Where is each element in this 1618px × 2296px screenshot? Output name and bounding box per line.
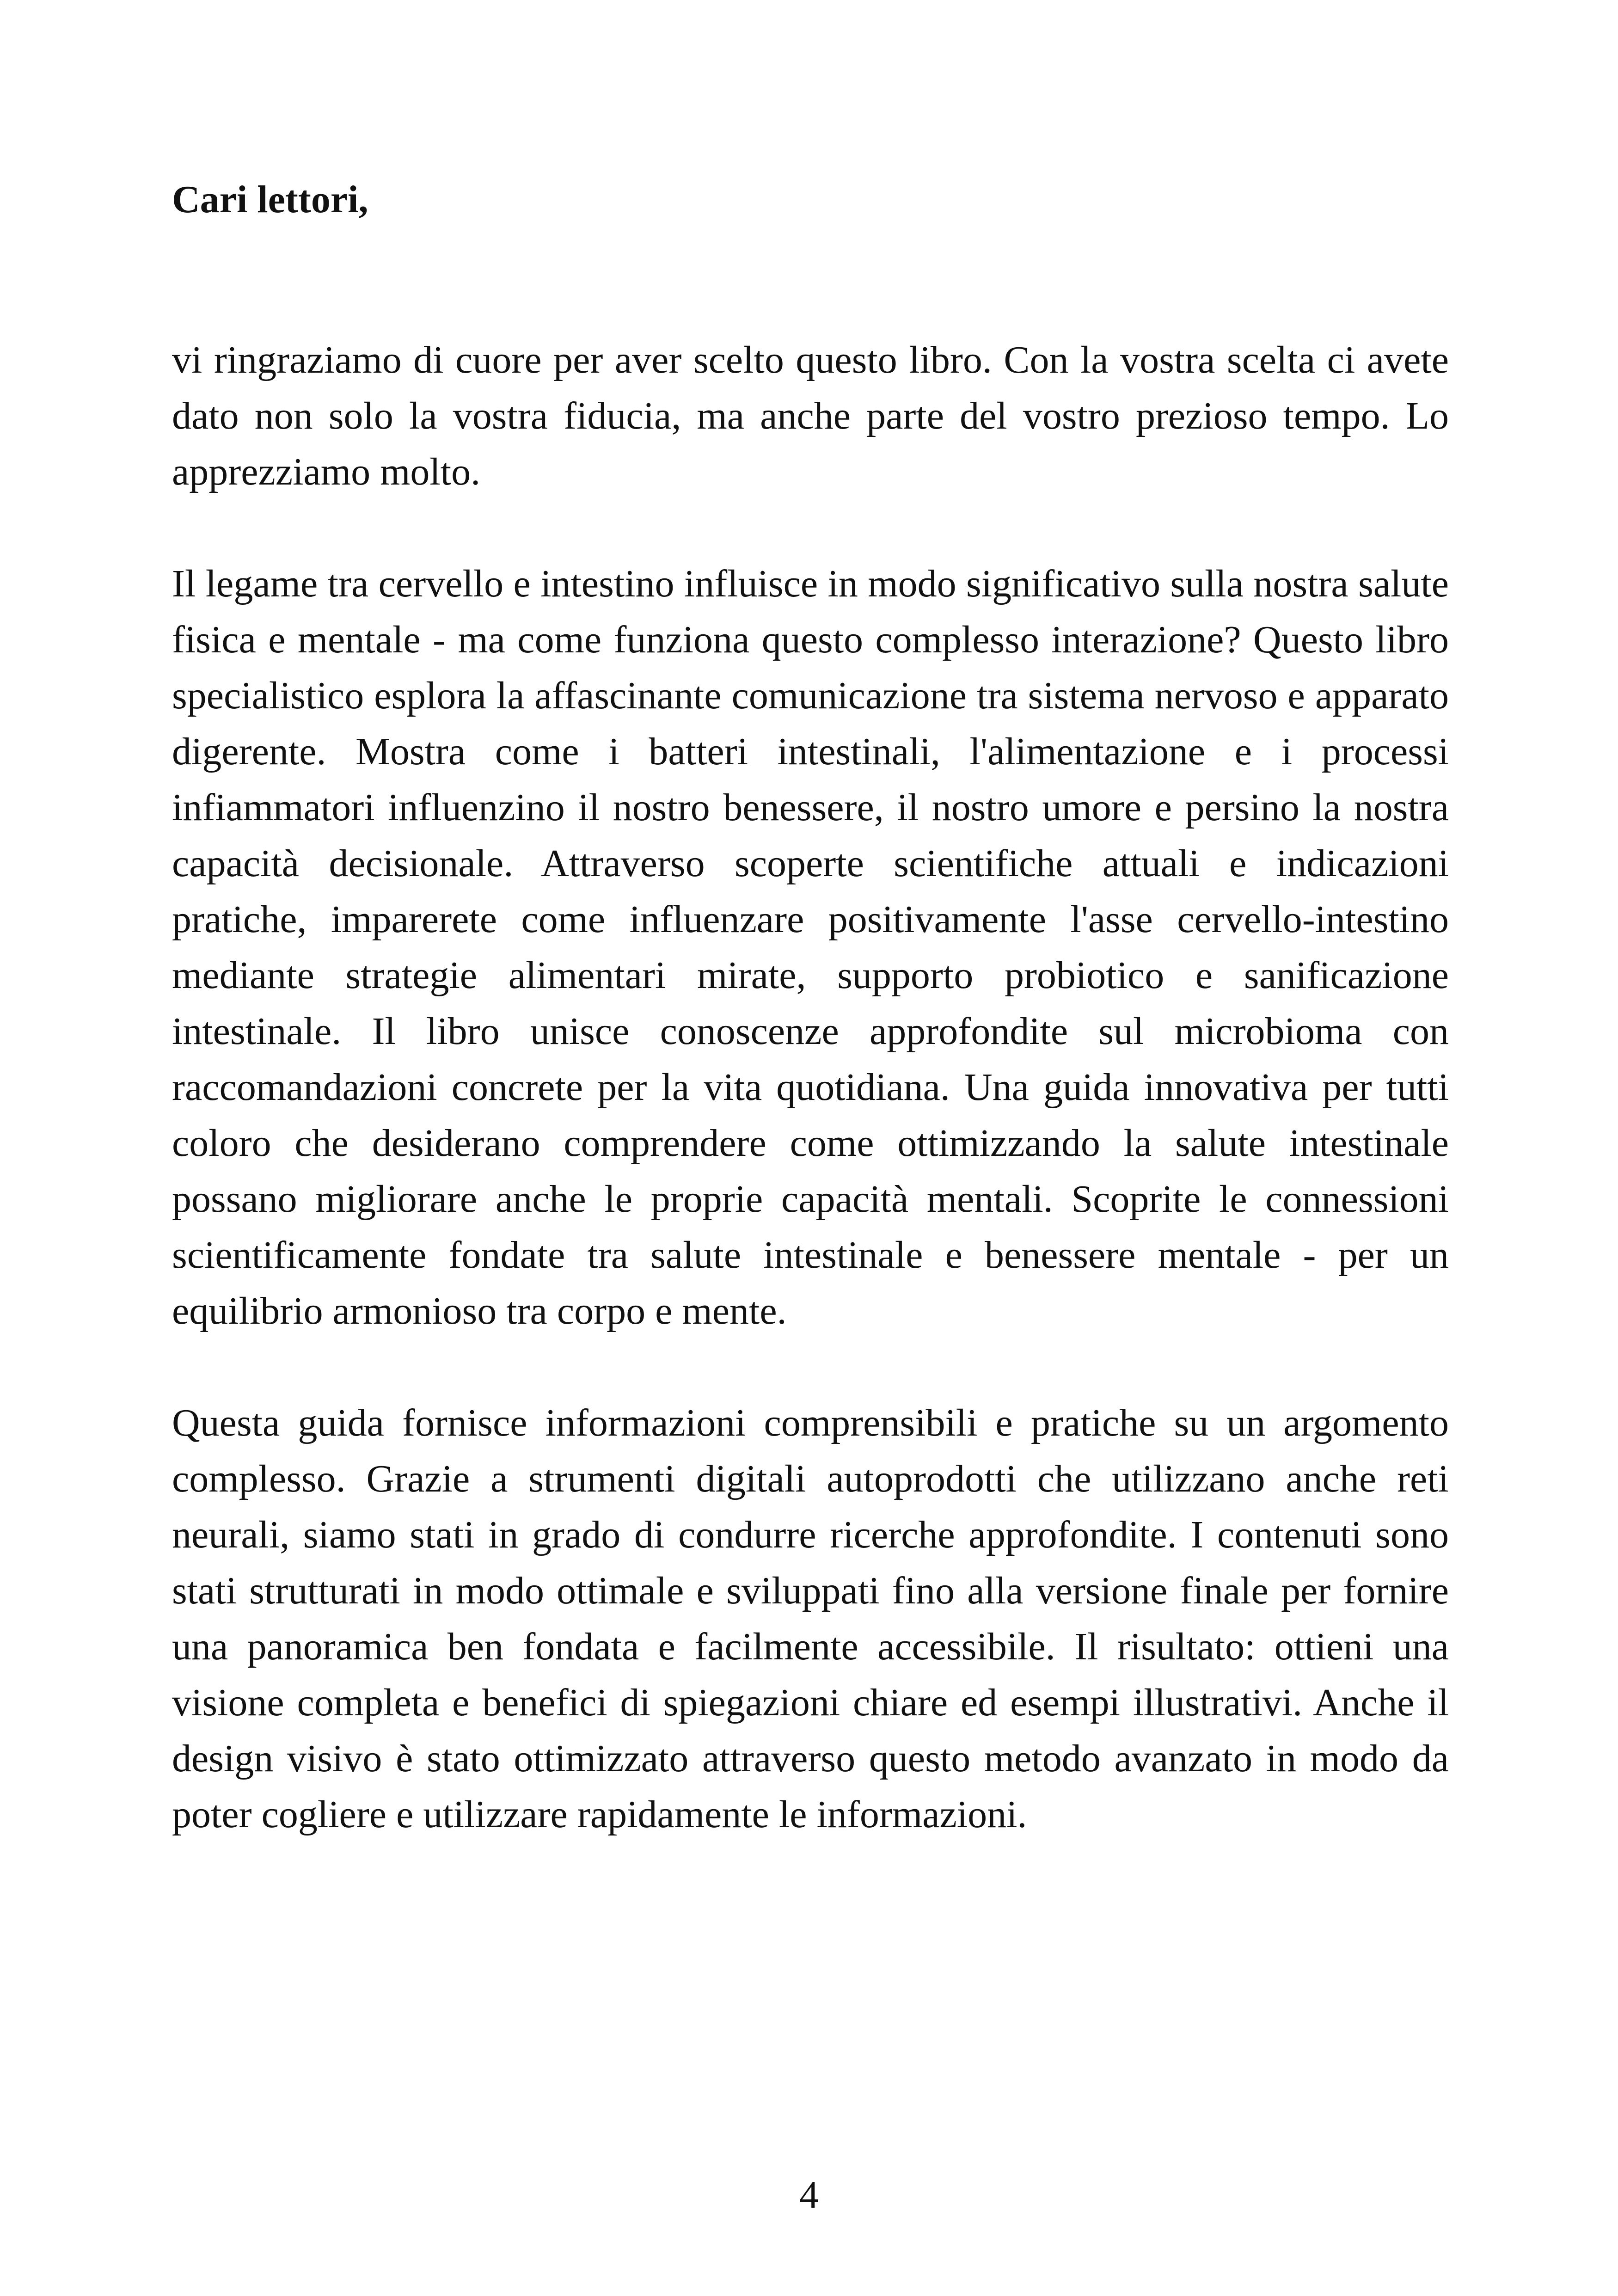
page-number: 4 bbox=[799, 2173, 819, 2216]
body-text bbox=[172, 332, 1449, 1898]
paragraph-book-description: Il legame tra cervello e intestino influisce in modo significativo sulla nostra salute fisica e mentale - ma come funziona questo complesso interazione? Questo libro specialistico esplora la affascinante comunicazione tra sistema nervoso e apparato digerente. Mostra come i batteri intestinali, l'alimentazione e i processi infiammatori influenzino il nostro benessere, il nostro umore e persino la nostra capacità decisionale. Attraverso scoperte scientifiche attuali e indicazioni pratiche, imparerete come influenzare positivamente l'asse cervello-intestino mediante strategie alimentari mirate, supporto probiotico e sanificazione intestinale. Il libro unisce conoscenze approfondite sul microbioma con raccomandazioni concrete per la vita quotidiana. Una guida innovativa per tutti coloro che desiderano comprendere come ottimizzando la salute intestinale possano migliorare anche le proprie capacità mentali. Scoprite le connessioni scientificamente fondate tra salute intestinale e benessere mentale - per un equilibrio armonioso tra corpo e mente. bbox=[172, 562, 1449, 1332]
paragraph-guide-method: Questa guida fornisce informazioni comprensibili e pratiche su un argomento complesso. Grazie a strumenti digitali autoprodotti che utilizzano anche reti neurali, siamo stati in grado di condurre ricerche approfondite. I contenuti sono stati strutturati in modo ottimale e sviluppati fino alla versione finale per fornire una panoramica ben fondata e facilmente accessibile. Il risultato: ottieni una visione completa e benefici di spiegazioni chiare ed esempi illustrativi. Anche il design visivo è stato ottimizzato attraverso questo metodo avanzato in modo da poter cogliere e utilizzare rapidamente le informazioni. bbox=[172, 1401, 1449, 1836]
greeting-heading: Cari lettori, bbox=[172, 178, 368, 221]
paragraph-thanks: vi ringraziamo di cuore per aver scelto questo libro. Con la vostra scelta ci avete dato non solo la vostra fiducia, ma anche parte del vostro prezioso tempo. Lo apprezziamo molto. bbox=[172, 338, 1449, 493]
